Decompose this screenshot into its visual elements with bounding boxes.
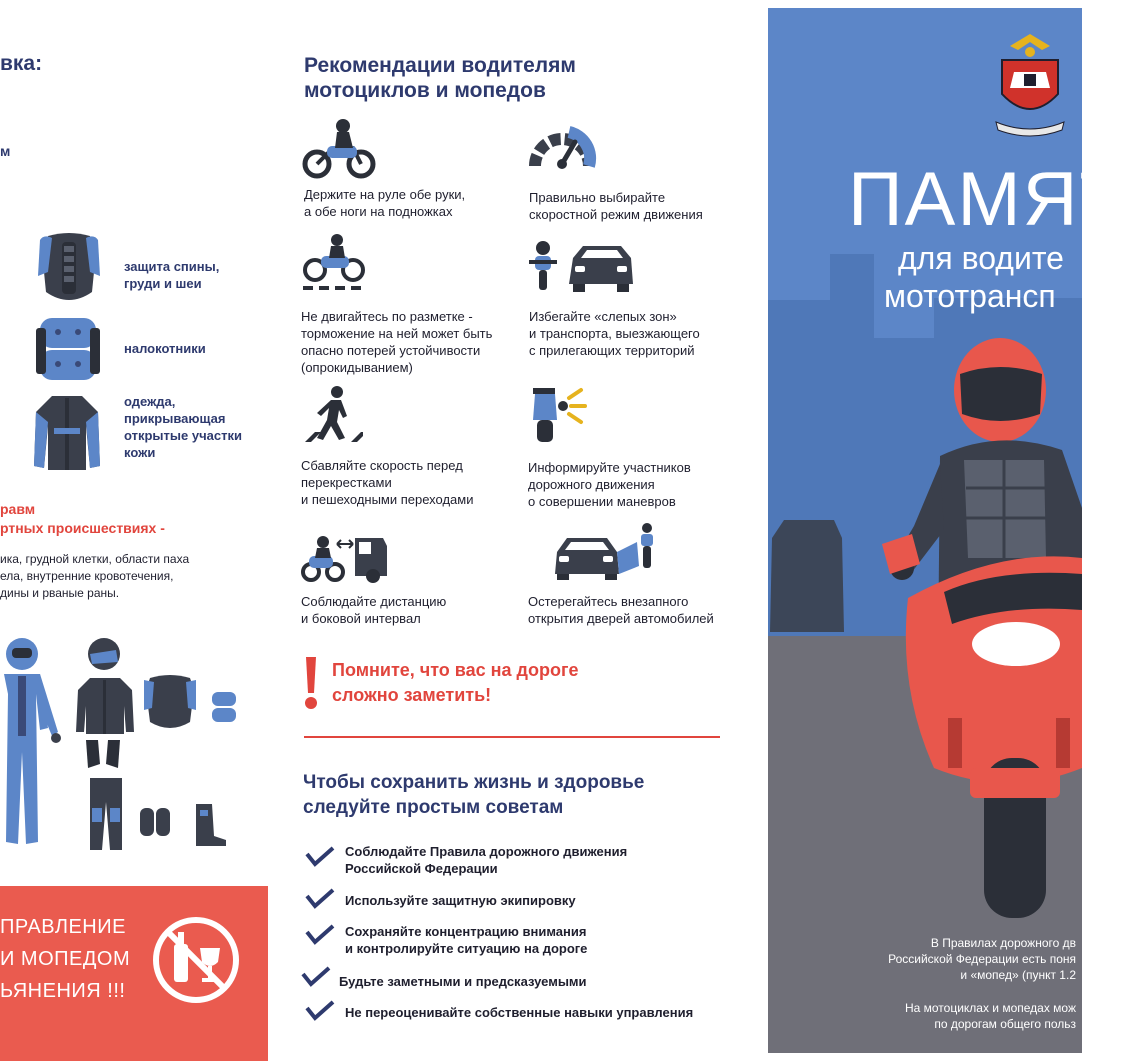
check-icon xyxy=(305,924,335,944)
left-heading: вка: xyxy=(0,52,43,75)
suited-rider-icon xyxy=(4,638,61,844)
jacket-icon xyxy=(32,392,102,472)
cover-subtitle-1: для водите xyxy=(898,240,1064,276)
remember-text: Помните, что вас на дороге сложно заметить! xyxy=(332,660,579,705)
warning-line-2: И МОПЕДОМ xyxy=(0,948,131,970)
motorcyclist-illustration xyxy=(848,328,1082,928)
gear-label-back: защита спины, груди и шеи xyxy=(124,259,220,291)
warning-line-1: ПРАВЛЕНИЕ xyxy=(0,916,126,938)
cover-title: ПАМЯТ xyxy=(848,157,1128,242)
drunk-driving-warning xyxy=(0,886,268,1061)
cover-text-1: В Правилах дорожного дв xyxy=(930,936,1076,950)
injury-title-1: равм xyxy=(0,501,36,517)
gloves-icon xyxy=(86,740,120,768)
cover-text-5: по дорогам общего польз xyxy=(934,1017,1076,1031)
rec-text-crossings: Сбавляйте скорость перед перекрестками и пешеходными переходами xyxy=(301,458,474,507)
rec-text-markings: Не двигайтесь по разметке - торможение на ней может быть опасно потерей устойчивости (опрокидыванием) xyxy=(301,309,493,375)
rec-text-signals: Информируйте участников дорожного движения о совершении маневров xyxy=(528,460,691,509)
knee-pads-icon xyxy=(140,808,170,836)
small-jacket-icon xyxy=(76,678,134,734)
warning-line-3: ЬЯНЕНИЯ !!! xyxy=(0,980,126,1002)
no-alcohol-icon xyxy=(150,914,242,1006)
elbow-pads-icon xyxy=(36,316,100,382)
check-icon xyxy=(305,888,335,908)
injury-title-2: ртных происшествиях - xyxy=(0,520,165,536)
turn-signal-icon xyxy=(529,384,589,444)
check-icon xyxy=(305,1000,335,1020)
pants-icon xyxy=(90,778,122,850)
tip-text-1: Соблюдайте Правила дорожного движения Российской Федерации xyxy=(345,844,628,876)
boots-icon xyxy=(196,804,226,846)
exclamation-icon xyxy=(304,657,318,711)
gear-label-elbow: налокотники xyxy=(124,341,206,356)
blind-spot-icon xyxy=(529,240,637,294)
cover-text-3: и «мопед» (пункт 1.2 xyxy=(960,968,1076,982)
check-icon xyxy=(301,966,331,986)
section-divider xyxy=(304,736,720,738)
police-emblem-icon xyxy=(990,32,1070,142)
full-gear-illustration xyxy=(0,632,240,854)
rec-text-blind-spots: Избегайте «слепых зон» и транспорта, выезжающего с прилегающих территорий xyxy=(529,309,700,358)
speedometer-icon xyxy=(529,118,595,174)
check-icon xyxy=(305,846,335,866)
small-elbow-pads-icon xyxy=(212,692,236,722)
injury-text-1: ика, грудной клетки, области паха xyxy=(0,552,190,566)
left-fragment: м xyxy=(0,143,11,159)
injury-text-2: ела, внутренние кровотечения, xyxy=(0,569,174,583)
rec-text-distance: Соблюдайте дистанцию и боковой интервал xyxy=(301,594,447,626)
rec-text-speed: Правильно выбирайте скоростной режим движения xyxy=(529,190,703,222)
tip-text-2: Используйте защитную экипировку xyxy=(345,893,576,908)
recommendations-title: Рекомендации водителям мотоциклов и мопедов xyxy=(304,54,576,102)
motorcyclist-icon xyxy=(303,118,375,180)
cover-subtitle-2: мототрансп xyxy=(884,278,1056,314)
injury-text-3: дины и рваные раны. xyxy=(0,586,120,600)
cover-text-2: Российской Федерации есть поня xyxy=(888,952,1076,966)
car-door-icon xyxy=(551,522,657,582)
rec-text-doors: Остерегайтесь внезапного открытия дверей автомобилей xyxy=(528,594,714,626)
distance-icon xyxy=(303,532,387,584)
middle-panel xyxy=(285,0,765,1061)
helmet-icon xyxy=(88,638,120,670)
cover-text-4: На мотоциклах и мопедах мож xyxy=(904,1001,1076,1015)
pedestrian-crossing-icon xyxy=(303,386,363,446)
tip-text-3: Сохраняйте концентрацию внимания и контролируйте ситуацию на дороге xyxy=(345,924,588,956)
tip-text-4: Будьте заметными и предсказуемыми xyxy=(339,974,587,989)
back-protector-icon xyxy=(34,232,104,308)
tips-title: Чтобы сохранить жизнь и здоровье следуйте простым советам xyxy=(303,772,645,818)
rec-text-hands: Держите на руле обе руки, а обе ноги на подножках xyxy=(304,187,466,219)
tip-text-5: Не переоценивайте собственные навыки управления xyxy=(345,1005,694,1020)
small-back-protector-icon xyxy=(144,675,196,728)
motorcycle-on-markings-icon xyxy=(303,234,365,292)
left-panel xyxy=(0,0,285,1061)
gear-label-jacket: одежда, прикрывающая открытые участки кожи xyxy=(124,394,242,460)
cover-panel xyxy=(768,8,1128,1053)
